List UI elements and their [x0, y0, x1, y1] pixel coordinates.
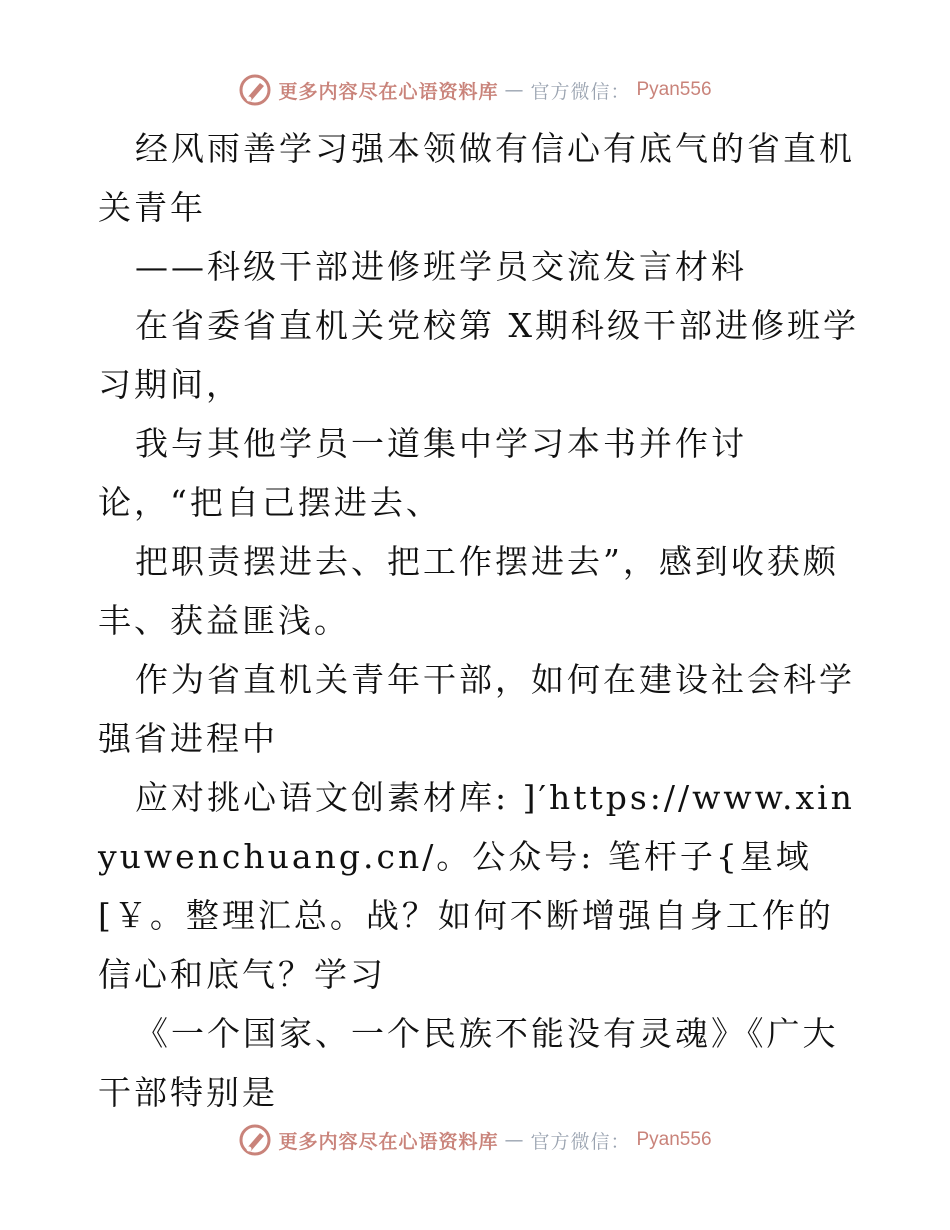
wechat-id: Pyan556: [636, 1129, 712, 1150]
separator-text: —: [504, 79, 525, 101]
official-wechat-label: 官方微信：: [530, 80, 631, 103]
brand-text: 更多内容尽在心语资料库: [278, 1130, 499, 1153]
pen-logo-icon: [238, 1123, 272, 1157]
paragraph: 《一个国家、一个民族不能没有灵魂》《广大干部特别是: [98, 1014, 839, 1112]
document-title: 经风雨善学习强本领做有信心有底气的省直机关青年: [98, 129, 855, 227]
pen-logo-icon: [238, 73, 272, 107]
official-wechat-label: 官方微信：: [530, 1130, 631, 1153]
document-body: [98, 119, 868, 1122]
paragraph: 把职责摆进去、把工作摆进去”，感到收获颇丰、获益匪浅。: [98, 542, 839, 640]
brand-text: 更多内容尽在心语资料库: [278, 80, 499, 103]
wechat-id: Pyan556: [636, 79, 712, 100]
footer-watermark-banner: [0, 1122, 950, 1158]
document-subtitle: ——科级干部进修班学员交流发言材料: [135, 247, 747, 286]
separator-text: —: [504, 1129, 525, 1151]
paragraph: 我与其他学员一道集中学习本书并作讨论，“把自己摆进去、: [98, 424, 747, 522]
header-watermark-banner: [0, 72, 950, 108]
paragraph: 应对挑心语文创素材库: ]′https://www.xinyuwenchuang.cn/。公众号: 笔杆子{星域[￥。整理汇总。战？如何不断增强自身工作的信心和底气？学习: [98, 778, 855, 994]
paragraph: 作为省直机关青年干部，如何在建设社会科学强省进程中: [98, 660, 855, 758]
paragraph: 在省委省直机关党校第 X期科级干部进修班学习期间，: [98, 306, 859, 404]
